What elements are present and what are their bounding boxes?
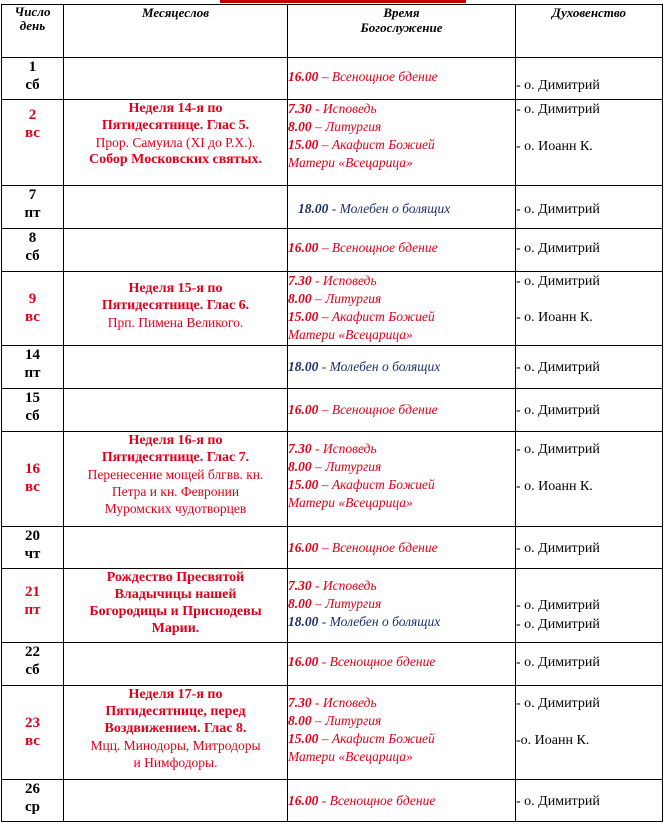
table-row bbox=[2, 569, 663, 643]
clergy-cell: - о. Димитрий bbox=[516, 389, 663, 432]
top-red-bar bbox=[220, 0, 466, 3]
service-cell: 18.00 - Молебен о болящих bbox=[288, 186, 516, 229]
table-row bbox=[2, 686, 663, 780]
clergy-cell: - о. Димитрий - о. Иоанн К. bbox=[516, 432, 663, 527]
clergy-cell: - о. Димитрий bbox=[516, 346, 663, 389]
table-row bbox=[2, 58, 663, 100]
schedule-table bbox=[1, 4, 663, 822]
clergy-cell: - о. Димитрий bbox=[516, 229, 663, 272]
clergy-cell: - о. Димитрий bbox=[516, 780, 663, 822]
menologion-cell: Неделя 14-я по Пятидесятнице. Глас 5. Прор. Самуила (XI до Р.Х.). Собор Московских святых. bbox=[64, 100, 288, 186]
table-row bbox=[2, 272, 663, 346]
clergy-cell: - о. Димитрий - о. Иоанн К. bbox=[516, 272, 663, 346]
table-row bbox=[2, 100, 663, 186]
day-cell: 9 вс bbox=[2, 272, 64, 346]
service-cell: 7.30 - Исповедь 8.00 – Литургия 15.00 – Акафист Божией Матери «Всецарица» bbox=[288, 272, 516, 346]
table-row bbox=[2, 389, 663, 432]
clergy-cell: - о. Димитрий - о. Иоанн К. bbox=[516, 100, 663, 186]
service-cell: 16.00 - Всенощное бдение bbox=[288, 643, 516, 686]
service-cell: 7.30 - Исповедь 8.00 – Литургия 18.00 - Молебен о болящих bbox=[288, 569, 516, 643]
service-cell: 7.30 - Исповедь 8.00 – Литургия 15.00 – Акафист Божией Матери «Всецарица» bbox=[288, 100, 516, 186]
day-cell: 16 вс bbox=[2, 432, 64, 527]
service-cell: 16.00 – Всенощное бдение bbox=[288, 58, 516, 100]
day-cell: 8 сб bbox=[2, 229, 64, 272]
menologion-cell bbox=[64, 389, 288, 432]
table-row bbox=[2, 346, 663, 389]
day-cell: 1 сб bbox=[2, 58, 64, 100]
service-cell: 18.00 - Молебен о болящих bbox=[288, 346, 516, 389]
table-row bbox=[2, 643, 663, 686]
day-cell: 2 вс bbox=[2, 100, 64, 186]
day-cell: 22 сб bbox=[2, 643, 64, 686]
day-cell: 20 чт bbox=[2, 527, 64, 569]
table-row bbox=[2, 229, 663, 272]
service-cell: 16.00 - Всенощное бдение bbox=[288, 780, 516, 822]
menologion-cell bbox=[64, 229, 288, 272]
header-day: Число день bbox=[2, 5, 64, 58]
menologion-cell: Неделя 15-я по Пятидесятнице. Глас 6. Прп. Пимена Великого. bbox=[64, 272, 288, 346]
header-clergy: Духовенство bbox=[516, 5, 663, 58]
header-menologion: Месяцеслов bbox=[64, 5, 288, 58]
menologion-cell: Неделя 17-я по Пятидесятнице, перед Воздвижением. Глас 8. Мцц. Минодоры, Митродоры и Нимфодоры. bbox=[64, 686, 288, 780]
service-cell: 7.30 - Исповедь 8.00 – Литургия 15.00 – Акафист Божией Матери «Всецарица» bbox=[288, 432, 516, 527]
clergy-cell: - о. Димитрий bbox=[516, 186, 663, 229]
clergy-cell: - о. Димитрий bbox=[516, 643, 663, 686]
day-cell: 7 пт bbox=[2, 186, 64, 229]
menologion-cell bbox=[64, 186, 288, 229]
day-cell: 14 пт bbox=[2, 346, 64, 389]
menologion-cell bbox=[64, 527, 288, 569]
service-cell: 7.30 - Исповедь 8.00 – Литургия 15.00 – Акафист Божией Матери «Всецарица» bbox=[288, 686, 516, 780]
service-cell: 16.00 – Всенощное бдение bbox=[288, 389, 516, 432]
menologion-cell bbox=[64, 780, 288, 822]
table-row bbox=[2, 432, 663, 527]
clergy-cell: - о. Димитрий bbox=[516, 527, 663, 569]
day-cell: 15 сб bbox=[2, 389, 64, 432]
table-row bbox=[2, 527, 663, 569]
clergy-cell: - о. Димитрий bbox=[516, 58, 663, 100]
menologion-cell bbox=[64, 643, 288, 686]
menologion-cell: Рождество Пресвятой Владычицы нашей Богородицы и Приснодевы Марии. bbox=[64, 569, 288, 643]
menologion-cell: Неделя 16-я по Пятидесятнице. Глас 7. Перенесение мощей блгвв. кн. Петра и кн. Февронии Муромских чудотворцев bbox=[64, 432, 288, 527]
clergy-cell: - о. Димитрий -о. Иоанн К. bbox=[516, 686, 663, 780]
table-row bbox=[2, 780, 663, 822]
header-row bbox=[2, 5, 663, 58]
service-cell: 16.00 – Всенощное бдение bbox=[288, 527, 516, 569]
header-time: Время Богослужение bbox=[288, 5, 516, 58]
menologion-cell bbox=[64, 346, 288, 389]
service-cell: 16.00 – Всенощное бдение bbox=[288, 229, 516, 272]
clergy-cell: - о. Димитрий - о. Димитрий bbox=[516, 569, 663, 643]
table-row bbox=[2, 186, 663, 229]
day-cell: 26 ср bbox=[2, 780, 64, 822]
menologion-cell bbox=[64, 58, 288, 100]
day-cell: 23 вс bbox=[2, 686, 64, 780]
day-cell: 21 пт bbox=[2, 569, 64, 643]
